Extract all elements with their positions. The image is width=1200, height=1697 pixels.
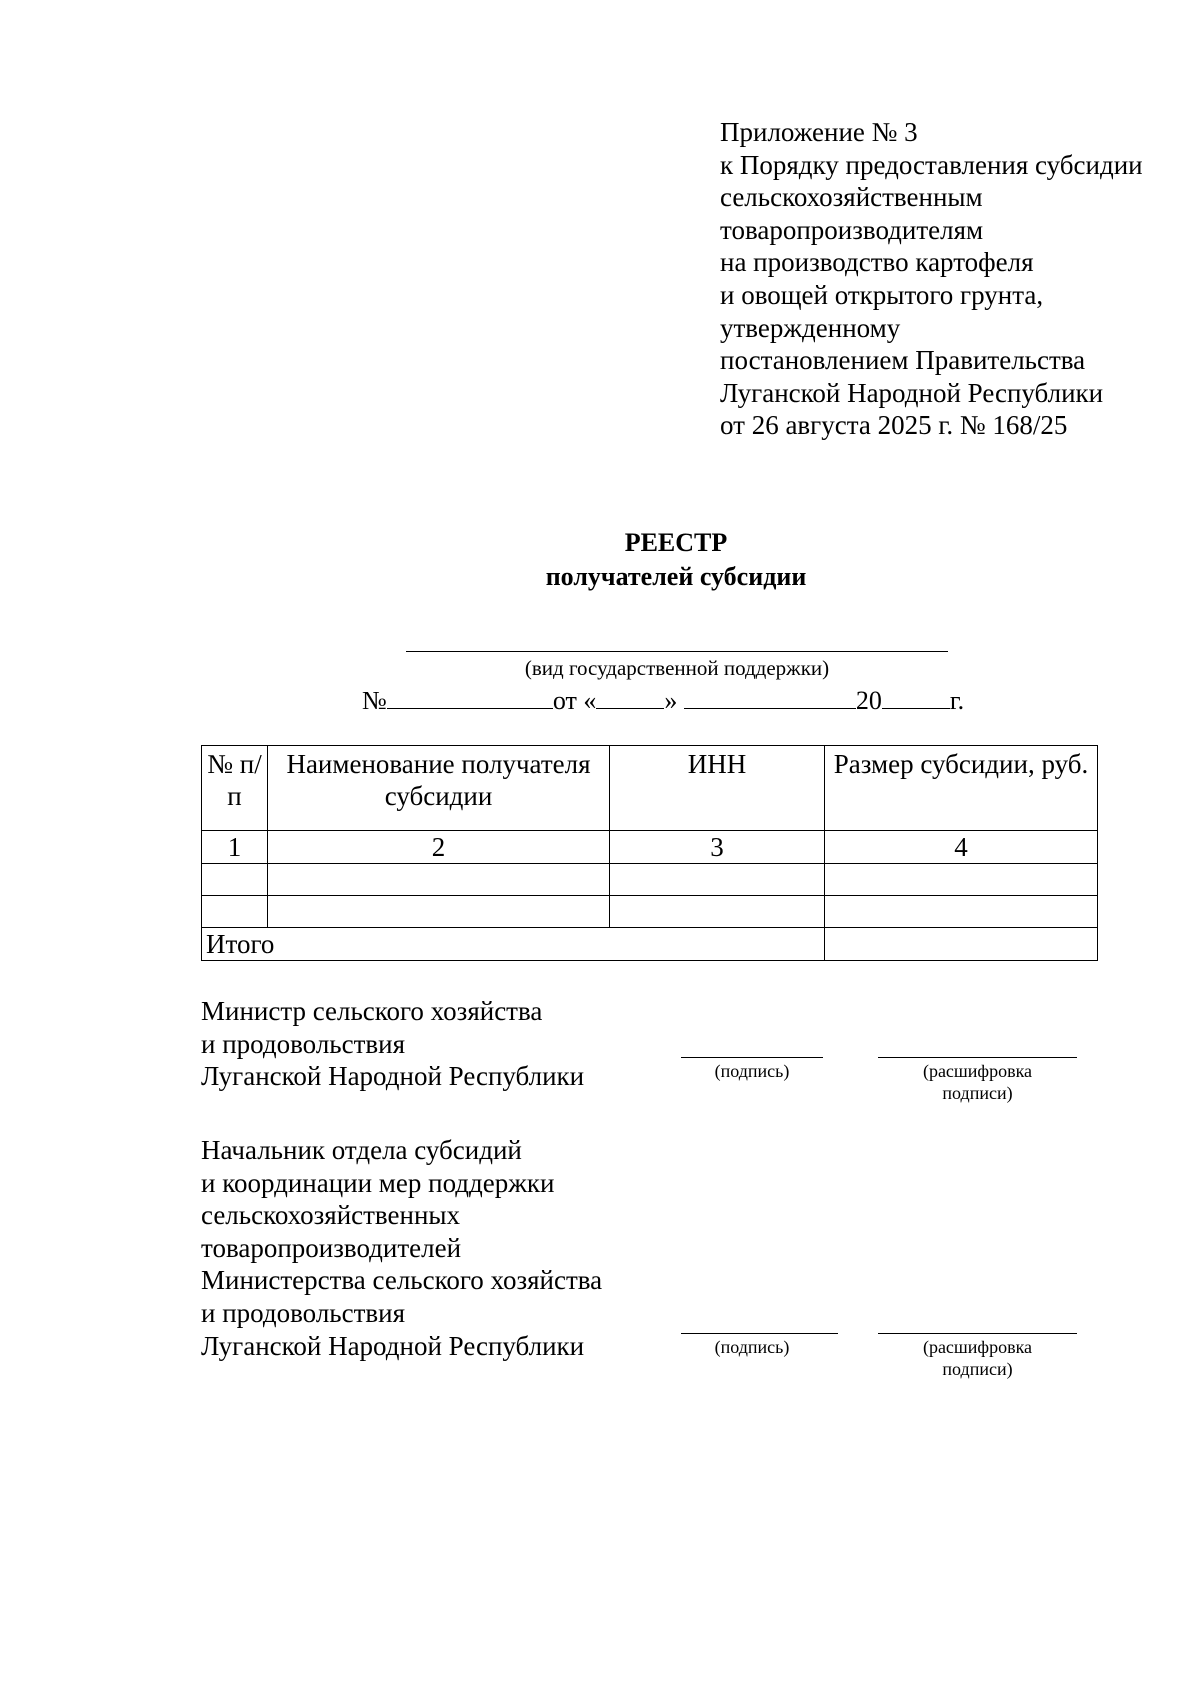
signature-decoding-line xyxy=(878,1057,1077,1058)
table-cell xyxy=(268,864,610,896)
support-type-field-line xyxy=(406,651,948,652)
decoding-caption-line: (расшифровка xyxy=(922,1061,1033,1081)
support-type-caption: (вид государственной поддержки) xyxy=(524,656,830,680)
table-cell xyxy=(825,896,1098,928)
total-amount-cell xyxy=(825,928,1098,961)
total-label: Итого xyxy=(202,928,825,961)
appendix-line: утвержденному xyxy=(720,312,901,343)
column-number: 2 xyxy=(268,831,610,864)
signature-decoding-caption xyxy=(878,1336,1077,1380)
decoding-caption-line: подписи) xyxy=(942,1083,1013,1103)
appendix-line: сельскохозяйственным xyxy=(720,182,983,213)
signature-position-minister xyxy=(201,995,584,1093)
position-line: сельскохозяйственных xyxy=(201,1200,461,1231)
appendix-header xyxy=(720,116,1143,442)
signature-caption: (подпись) xyxy=(714,1061,790,1081)
position-line: Луганской Народной Республики xyxy=(201,1330,585,1361)
header-cell-number: № п/п xyxy=(202,746,268,831)
column-number-row xyxy=(202,831,1098,864)
position-line: и продовольствия xyxy=(201,1028,406,1059)
position-line: Министр сельского хозяйства xyxy=(201,996,543,1026)
appendix-line: Луганской Народной Республики xyxy=(720,377,1104,408)
signature-line xyxy=(681,1333,838,1334)
header-cell-inn: ИНН xyxy=(610,746,825,831)
header-cell-amount: Размер субсидии, руб. xyxy=(825,746,1098,831)
column-number: 3 xyxy=(610,831,825,864)
position-line: Луганской Народной Республики xyxy=(201,1061,585,1092)
signature-caption: (подпись) xyxy=(714,1337,790,1357)
registry-table xyxy=(201,745,1098,961)
from-label: от « xyxy=(552,686,597,715)
position-line: Министерства сельского хозяйства xyxy=(201,1265,603,1296)
decoding-caption-line: подписи) xyxy=(942,1359,1013,1379)
table-cell xyxy=(610,864,825,896)
header-cell-name: Наименование получателя субсидии xyxy=(268,746,610,831)
year-blank xyxy=(882,686,950,709)
column-number: 4 xyxy=(825,831,1098,864)
table-cell xyxy=(610,896,825,928)
month-blank xyxy=(684,686,856,709)
appendix-line: от 26 августа 2025 г. № 168/25 xyxy=(720,410,1068,441)
number-date-line xyxy=(362,686,964,716)
signature-line xyxy=(681,1057,823,1058)
position-line: и продовольствия xyxy=(201,1297,406,1328)
table-cell xyxy=(202,896,268,928)
signature-position-department-head xyxy=(201,1134,602,1362)
year-prefix: 20 xyxy=(855,686,882,715)
title-line-1: РЕЕСТР xyxy=(624,528,728,557)
table-row xyxy=(202,896,1098,928)
document-title xyxy=(0,526,1200,594)
column-number: 1 xyxy=(202,831,268,864)
appendix-line: на производство картофеля xyxy=(720,247,1034,278)
appendix-line: к Порядку предоставления субсидии xyxy=(720,149,1143,180)
total-row xyxy=(202,928,1098,961)
decoding-caption-line: (расшифровка xyxy=(922,1337,1033,1357)
year-suffix: г. xyxy=(949,686,965,715)
appendix-line: Приложение № 3 xyxy=(720,117,918,147)
appendix-line: постановлением Правительства xyxy=(720,345,1086,376)
signature-decoding-line xyxy=(878,1333,1077,1334)
table-cell xyxy=(268,896,610,928)
signature-decoding-caption xyxy=(878,1060,1077,1104)
title-line-2: получателей субсидии xyxy=(545,562,807,591)
position-line: товаропроизводителей xyxy=(201,1232,462,1263)
number-sign: № xyxy=(362,686,387,715)
table-header-row xyxy=(202,746,1098,831)
table-cell xyxy=(825,864,1098,896)
appendix-line: и овощей открытого грунта, xyxy=(720,279,1044,310)
table-cell xyxy=(202,864,268,896)
appendix-line: товаропроизводителям xyxy=(720,214,984,245)
close-quote: » xyxy=(664,686,678,715)
position-line: Начальник отдела субсидий xyxy=(201,1135,522,1165)
number-blank xyxy=(387,686,553,709)
position-line: и координации мер поддержки xyxy=(201,1167,555,1198)
day-blank xyxy=(596,686,664,709)
table-row xyxy=(202,864,1098,896)
